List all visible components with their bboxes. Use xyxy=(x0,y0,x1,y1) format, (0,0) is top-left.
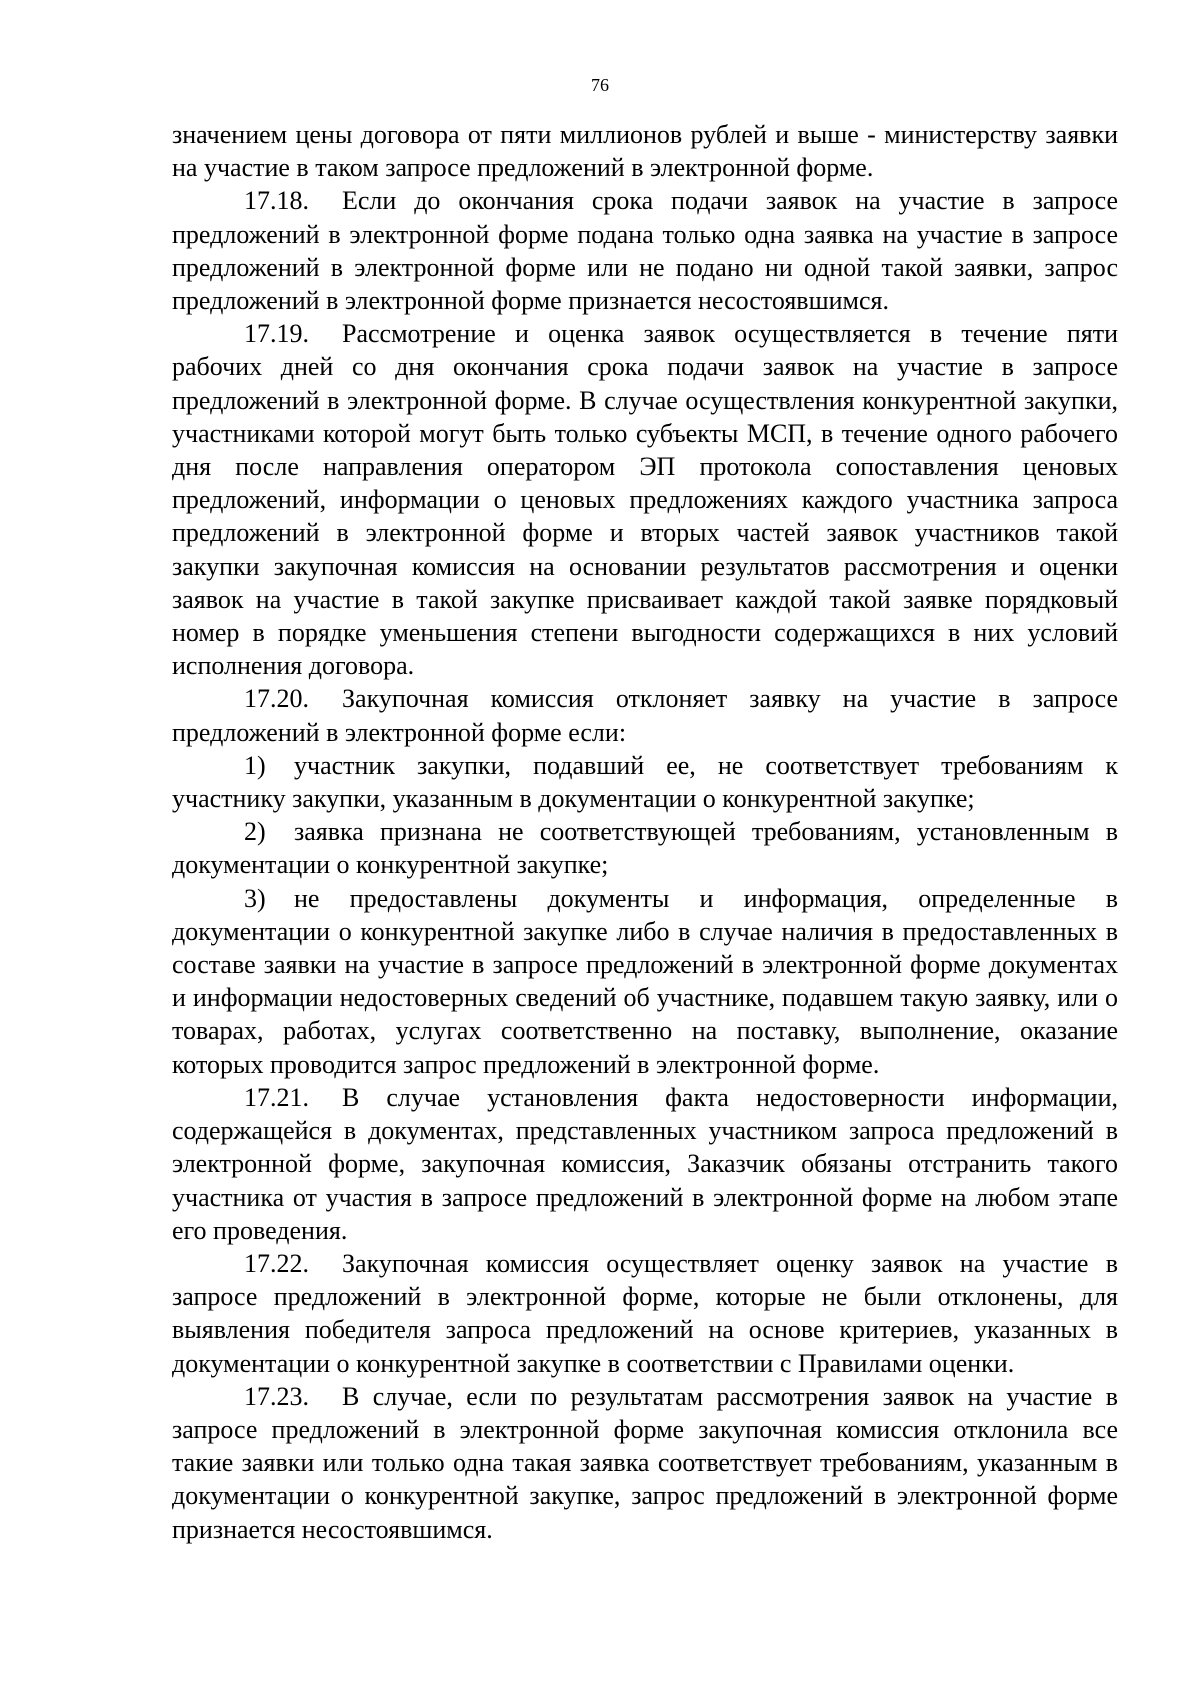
list-item-3 xyxy=(172,882,1118,1081)
clause-17-21 xyxy=(172,1081,1118,1247)
list-item-number: 3) xyxy=(244,883,266,913)
clause-text: Закупочная комиссия осуществляет оценку заявок на участие в запросе предложений в электронной форме, которые не были отклонены, для выявления победителя запроса предложений на основе критериев, указанных в документации о конкурентной закупке в соответствии с Правилами оценки. xyxy=(172,1248,1118,1378)
clause-text: В случае установления факта недостоверности информации, содержащейся в документах, представленных участником запроса предложений в электронной форме, закупочная комиссия, Заказчик обязаны отстранить такого участника от участия в запросе предложений в электронной форме на любом этапе его проведения. xyxy=(172,1082,1118,1245)
paragraph-continuation xyxy=(172,118,1118,184)
clause-text: В случае, если по результатам рассмотрения заявок на участие в запросе предложений в электронной форме закупочная комиссия отклонила все такие заявки или только одна такая заявка соответствует требованиям, указанным в документации о конкурентной закупке, запрос предложений в электронной форме признается несостоявшимся. xyxy=(172,1381,1118,1544)
clause-number: 17.19. xyxy=(244,319,309,349)
page-number: 76 xyxy=(591,75,609,95)
clause-17-23 xyxy=(172,1380,1118,1546)
clause-text: Если до окончания срока подачи заявок на участие в запросе предложений в электронной форме подана только одна заявка на участие в запросе предложений в электронной форме или не подано ни одной такой заявки, запрос предложений в электронной форме признается несостоявшимся. xyxy=(172,186,1118,316)
list-item-text: заявка признана не соответствующей требованиям, установленным в документации о конкурентной закупке; xyxy=(172,817,1118,880)
clause-number: 17.20. xyxy=(244,684,309,714)
clause-17-22 xyxy=(172,1247,1118,1380)
clause-text: Закупочная комиссия отклоняет заявку на участие в запросе предложений в электронной форме если: xyxy=(172,684,1118,747)
paragraph-text: значением цены договора от пяти миллионов рублей и выше - министерству заявки на участие в таком запросе предложений в электронной форме. xyxy=(172,120,1118,183)
clause-text: Рассмотрение и оценка заявок осуществляется в течение пяти рабочих дней со дня окончания срока подачи заявок на участие в запросе предложений в электронной форме. В случае осуществления конкурентной закупки, участниками которой могут быть только субъекты МСП, в течение одного рабочего дня после направления оператором ЭП протокола сопоставления ценовых предложений, информации о ценовых предложениях каждого участника запроса предложений в электронной форме и вторых частей заявок участников такой закупки закупочная комиссия на основании результатов рассмотрения и оценки заявок на участие в такой закупке присваивает каждой такой заявке порядковый номер в порядке уменьшения степени выгодности содержащихся в них условий исполнения договора. xyxy=(172,319,1118,681)
clause-17-20 xyxy=(172,682,1118,748)
list-item-number: 2) xyxy=(244,817,266,847)
list-item-1 xyxy=(172,749,1118,815)
clause-number: 17.22. xyxy=(244,1248,309,1278)
list-item-text: не предоставлены документы и информация, определенные в документации о конкурентной закупке либо в случае наличия в предоставленных в составе заявки на участие в запросе предложений в электронной форме документах и информации недостоверных сведений об участнике, подавшем такую заявку, или о товарах, работах, услугах соответственно на поставку, выполнение, оказание которых проводится запрос предложений в электронной форме. xyxy=(172,883,1118,1079)
list-item-number: 1) xyxy=(244,750,266,780)
clause-number: 17.21. xyxy=(244,1082,309,1112)
clause-17-18 xyxy=(172,184,1118,317)
list-item-text: участник закупки, подавший ее, не соответствует требованиям к участнику закупки, указанным в документации о конкурентной закупке; xyxy=(172,750,1118,814)
clause-17-19 xyxy=(172,317,1118,682)
clause-number: 17.23. xyxy=(244,1381,309,1411)
clause-number: 17.18. xyxy=(244,186,309,216)
list-item-2 xyxy=(172,815,1118,881)
document-body xyxy=(172,118,1118,1546)
